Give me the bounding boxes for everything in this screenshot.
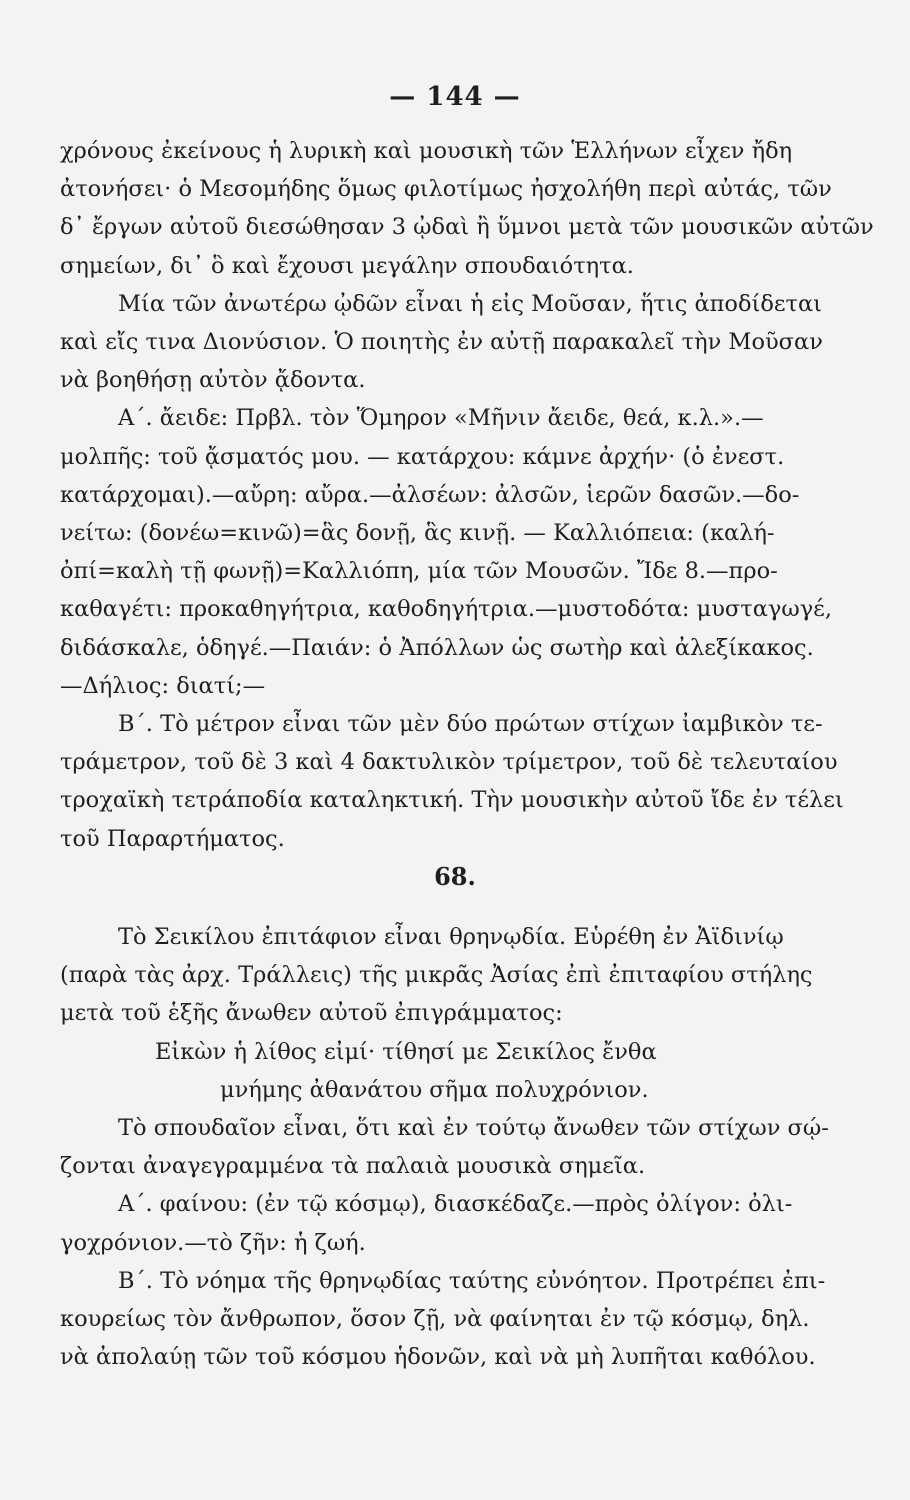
text-line: Μία τῶν ἀνωτέρω ᾠδῶν εἶναι ἡ εἰς Μοῦσαν, ἥτις ἀποδίδεται xyxy=(118,290,823,317)
text-line: (παρὰ τὰς ἀρχ. Τράλλεις) τῆς μικρᾶς Ἀσίας ἐπὶ ἐπιταφίου στήλης xyxy=(60,962,813,989)
text-line: καὶ εἴς τινα Διονύσιον. Ὁ ποιητὴς ἐν αὐτῇ παρακαλεῖ τὴν Μοῦσαν xyxy=(60,329,823,356)
section-number: 68. xyxy=(434,862,476,891)
text-line: χρόνους ἐκείνους ἡ λυρικὴ καὶ μουσικὴ τῶν Ἑλλήνων εἶχεν ἤδη xyxy=(60,138,793,164)
text-line: τροχαϊκὴ τετράποδία καταληκτική. Τὴν μουσικὴν αὐτοῦ ἴδε ἐν τέλει xyxy=(60,787,844,814)
text-line: νὰ βοηθήσῃ αὐτὸν ᾄδοντα. xyxy=(60,367,366,394)
text-line: τοῦ Παραρτήματος. xyxy=(60,825,285,852)
page-number: — 144 — xyxy=(389,82,521,112)
text-line: Τὸ σπουδαῖον εἶναι, ὅτι καὶ ἐν τούτῳ ἄνωθεν τῶν στίχων σῴ- xyxy=(118,1115,829,1142)
text-line: σημείων, δι᾿ ὃ καὶ ἔχουσι μεγάλην σπουδαιότητα. xyxy=(60,252,634,279)
text-line: διδάσκαλε, ὁδηγέ.—Παιάν: ὁ Ἀπόλλων ὡς σωτὴρ καὶ ἀλεξίκακος. xyxy=(60,634,814,661)
text-line: καθαγέτι: προκαθηγήτρια, καθοδηγήτρια.—μυστοδότα: μυσταγωγέ, xyxy=(60,596,832,623)
text-line: —Δήλιος: διατί;— xyxy=(60,672,266,699)
text-line: δ᾿ ἔργων αὐτοῦ διεσώθησαν 3 ᾠδαὶ ἢ ὕμνοι μετὰ τῶν μουσικῶν αὐτῶν xyxy=(60,214,874,241)
epigram-verse: Εἰκὼν ἡ λίθος εἰμί· τίθησί με Σεικίλος ἔνθα xyxy=(155,1038,657,1065)
text-line: κατάρχομαι).—αὔρη: αὔρα.—ἀλσέων: ἀλσῶν, ἱερῶν δασῶν.—δο- xyxy=(60,481,800,508)
text-line: μολπῆς: τοῦ ᾄσματός μου. — κατάρχου: κάμνε ἀρχήν· (ὁ ἐνεστ. xyxy=(60,443,785,470)
epigram-verse: μνήμης ἀθανάτου σῆμα πολυχρόνιον. xyxy=(220,1076,649,1103)
text-line: νείτω: (δονέω=κινῶ)=ἃς δονῇ, ἃς κινῇ. — Καλλιόπεια: (καλή- xyxy=(60,520,775,547)
text-line: ὀπί=καλὴ τῇ φωνῇ)=Καλλιόπη, μία τῶν Μουσῶν. Ἴδε 8.—προ- xyxy=(60,558,778,585)
text-line: Β΄. Τὸ μέτρον εἶναι τῶν μὲν δύο πρώτων στίχων ἰαμβικὸν τε- xyxy=(118,711,823,738)
commentary-block xyxy=(60,132,895,858)
section-body xyxy=(60,918,895,1376)
text-line: γοχρόνιον.—τὸ ζῆν: ἡ ζωή. xyxy=(60,1229,366,1256)
text-line: μετὰ τοῦ ἑξῆς ἄνωθεν αὐτοῦ ἐπιγράμματος: xyxy=(60,1000,563,1027)
text-line: Τὸ Σεικίλου ἐπιτάφιον εἶναι θρηνῳδία. Εὑρέθη ἐν Ἀϊδινίῳ xyxy=(118,924,784,950)
text-line: Β΄. Τὸ νόημα τῆς θρηνῳδίας ταύτης εὐνόητον. Προτρέπει ἐπι- xyxy=(118,1267,826,1294)
text-line: ἀτονήσει· ὁ Μεσομήδης ὅμως φιλοτίμως ἠσχολήθη περὶ αὐτάς, τῶν xyxy=(60,176,832,203)
text-line: νὰ ἀπολαύῃ τῶν τοῦ κόσμου ἡδονῶν, καὶ νὰ μὴ λυπῆται καθόλου. xyxy=(60,1344,816,1371)
text-line: τράμετρον, τοῦ δὲ 3 καὶ 4 δακτυλικὸν τρίμετρον, τοῦ δὲ τελευταίου xyxy=(60,749,838,776)
text-line: Α΄. φαίνου: (ἐν τῷ κόσμῳ), διασκέδαζε.—πρὸς ὀλίγον: ὀλι- xyxy=(118,1191,793,1218)
text-line: Α΄. ἄειδε: Πρβλ. τὸν Ὅμηρον «Μῆνιν ἄειδε, θεά, κ.λ.».— xyxy=(118,405,764,432)
text-line: κουρείως τὸν ἄνθρωπον, ὅσον ζῇ, νὰ φαίνηται ἐν τῷ κόσμῳ, δηλ. xyxy=(60,1306,810,1333)
text-line: ζονται ἀναγεγραμμένα τὰ παλαιὰ μουσικὰ σημεῖα. xyxy=(60,1153,646,1180)
